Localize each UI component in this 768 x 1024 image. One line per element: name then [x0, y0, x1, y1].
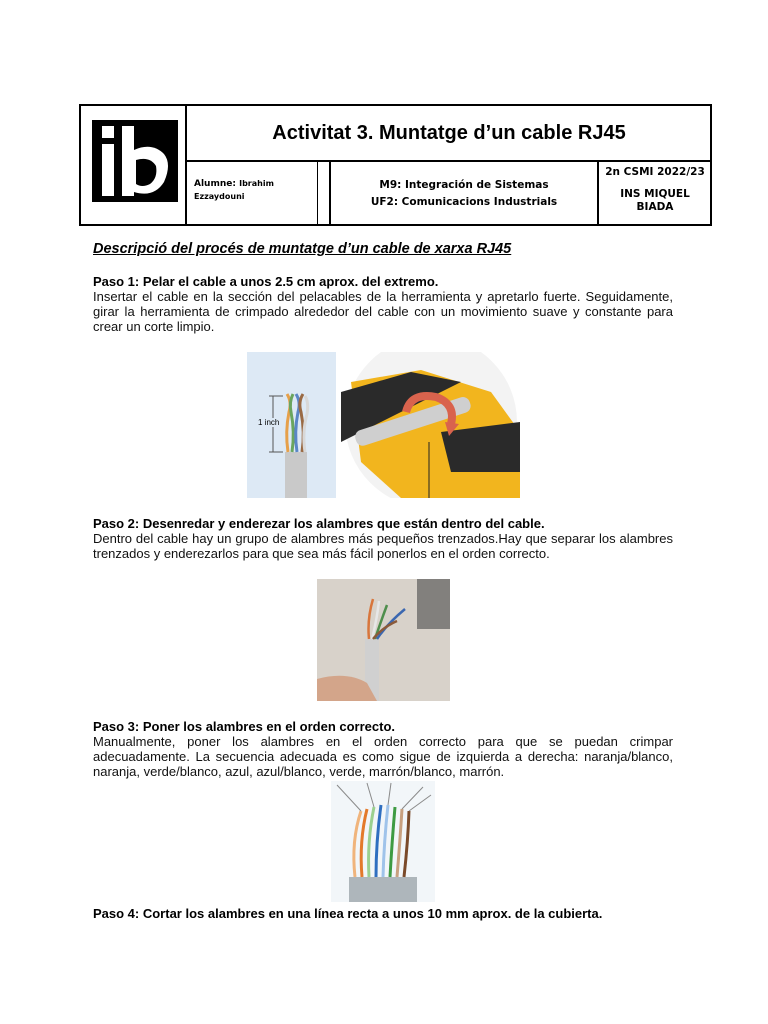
- crimp-tool-image: [341, 352, 520, 498]
- crimp-tool-illustration: [341, 352, 520, 498]
- document-title: Activitat 3. Muntatge d’un cable RJ45: [272, 122, 626, 144]
- logo-graphic: [92, 120, 178, 202]
- module-name: M9: Integración de Sistemas: [379, 179, 549, 191]
- wire-order-image: [331, 781, 435, 902]
- untwisted-wires-photo: [317, 579, 450, 701]
- course-year: 2n CSMI 2022/23: [605, 166, 705, 178]
- step2-title: Paso 2: Desenredar y enderezar los alambres que están dentro del cable.: [93, 516, 545, 531]
- cable-strip-image: [247, 352, 336, 498]
- divider: [317, 161, 318, 226]
- untwisted-wires-image: [317, 579, 450, 701]
- unit-name: UF2: Comunicacions Industrials: [370, 196, 558, 208]
- measure-label: 1 inch: [258, 418, 280, 427]
- module-cell: [331, 179, 597, 208]
- school-name-1: INS MIQUEL: [620, 188, 690, 200]
- course-cell: [599, 166, 711, 213]
- student-surname: Ezzaydouni: [194, 192, 245, 201]
- student-name: Ibrahim: [239, 179, 274, 188]
- wire-order-illustration: [331, 781, 435, 902]
- step2-text: Dentro del cable hay un grupo de alambres más pequeños trenzados.Hay que separar los alambres trenzados y enderezarlos para que sea más fácil ponerlos en el orden correcto.: [93, 531, 673, 561]
- step3-title: Paso 3: Poner los alambres en el orden correcto.: [93, 719, 395, 734]
- school-logo: [92, 120, 178, 202]
- student-label: Alumne:: [194, 179, 236, 189]
- student-cell: [194, 179, 314, 201]
- school-name-2: BIADA: [636, 201, 674, 213]
- section-heading: Descripció del procés de muntatge d’un cable de xarxa RJ45: [93, 241, 512, 257]
- step1-text: Insertar el cable en la sección del pelacables de la herramienta y apretarlo fuerte. Seguidamente, girar la herramienta de crimpado alrededor del cable con un movimiento suave y constante para crear un corte limpio.: [93, 289, 673, 334]
- step3-text: Manualmente, poner los alambres en el orden correcto para que se puedan crimpar adecuadamente. La secuencia adecuada es como sigue de izquierda a derecha: naranja/blanco, naranja, verde/blanco, azul, azul/blanco, verde, marrón/blanco, marrón.: [93, 734, 673, 779]
- step4-title: Paso 4: Cortar los alambres en una línea recta a unos 10 mm aprox. de la cubierta.: [93, 906, 603, 921]
- step1-title: Paso 1: Pelar el cable a unos 2.5 cm aprox. del extremo.: [93, 274, 439, 289]
